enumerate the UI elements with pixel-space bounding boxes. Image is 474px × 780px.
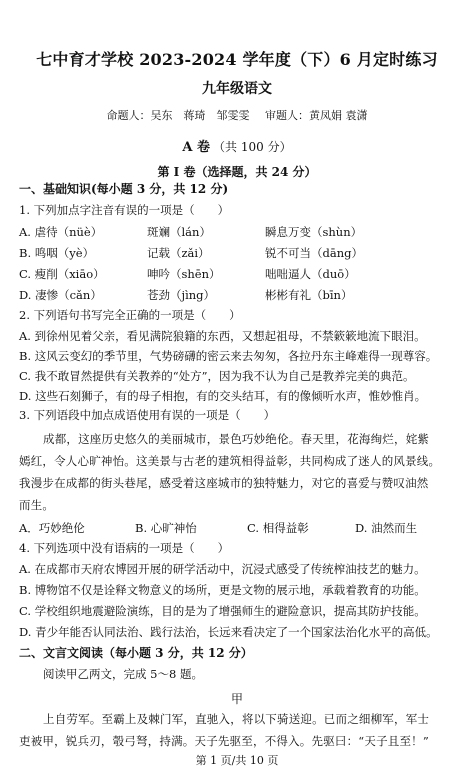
question-stem: 2. 下列语句书写完全正确的一项是（ ） [19,308,241,322]
q3-option: C. 相得益彰 [247,521,309,535]
q1-option: 瞬息万变（shùn） [265,225,363,239]
reviewer-names: 审题人：黄凤娟 袁潇 [265,109,368,122]
q1-option: 苍劲（jìng） [147,288,216,302]
setter-names: 命题人：吴东 蒋琦 邹雯雯 [106,109,250,122]
q2-option: A. 到徐州见着父亲，看见满院狼籍的东西，又想起祖母，不禁簌簌地流下眼泪。 [19,329,426,343]
reading-instruction: 阅读甲乙两文，完成 5～8 题。 [43,667,203,681]
q3-option: B. 心旷神怡 [135,521,197,535]
q3-passage-line: 我漫步在成都的街头巷尾，感受着这座城市的独特魅力，对它的喜爱与赞叹油然 [19,476,429,490]
q1-option: B. 鸣咽（yè） [19,246,95,260]
q1-option: 锐不可当（dāng） [265,246,363,260]
q3-option: D. 油然而生 [355,521,418,535]
classical-text-line: 上自劳军。至霸上及棘门军，直驰入，将以下骑送迎。已而之细柳军，军士 [43,712,430,726]
q3-option: A．巧妙绝伦 [19,521,85,535]
q3-passage-line: 而生。 [19,498,55,512]
q2-option: B. 这风云变幻的季节里，气势磅礴的密云来去匆匆，各拉丹东主峰难得一现尊容。 [19,349,438,363]
q4-option: A. 在成都市天府农博园开展的研学活动中，沉浸式感受了传统榨油技艺的魅力。 [19,562,426,576]
author-line [0,107,474,123]
q3-passage-line: 成都，这座历史悠久的美丽城市，景色巧妙绝伦。春天里，花海绚烂，姹紫 [43,432,430,446]
exam-title: 七中育才学校 2023-2024 学年度（下）6 月定时练习 [36,50,438,69]
q4-option: D. 青少年能否认同法治、践行法治，长远来看决定了一个国家法治化水平的高低。 [19,625,438,639]
q1-option: C. 瘦削（xiāo） [19,267,105,281]
section-heading: 二、文言文阅读（每小题 3 分，共 12 分） [19,646,253,660]
q3-passage-line: 嫣红，令人心旷神怡。这美景与古老的建筑相得益彰，共同构成了迷人的风景线。 [19,454,441,468]
section-heading: 一、基础知识(每小题 3 分，共 12 分) [19,182,229,196]
question-stem: 4. 下列选项中没有语病的一项是（ ） [19,541,230,555]
subject-grade: 九年级语文 [202,81,272,97]
classical-text-line: 吏被甲，锐兵刃，彀弓弩，持满。天子先驱至，不得入。先驱曰：“天子且至！” [19,734,429,748]
q1-option: A. 虐待（nüè） [19,225,103,239]
volume-heading [0,136,474,155]
volume-score: （共 100 分） [213,140,292,154]
q4-option: B. 博物馆不仅是诠释文物意义的场所，更是文物的展示地，承载着教育的功能。 [19,583,426,597]
part-heading: 第 I 卷（选择题，共 24 分） [157,165,317,179]
q4-option: C. 学校组织地震避险演练，目的是为了增强师生的避险意识，提高其防护技能。 [19,604,426,618]
q2-option: D. 这些石刻狮子，有的母子相抱，有的交头结耳，有的像倾听水声，惟妙惟肖。 [19,389,427,403]
question-stem: 3. 下列语段中加点成语使用有误的一项是（ ） [19,408,276,422]
volume-label: A 卷 [182,140,211,155]
q1-option: 咄咄逼人（duō） [265,267,356,281]
page-number: 第 1 页/共 10 页 [195,754,279,767]
q1-option: 呻吟（shēn） [147,267,221,281]
q2-option: C. 我不敢冒然提供有关教养的“处方”，因为我不认为自己是教养完美的典范。 [19,369,415,383]
q1-option: 斑斓（lán） [147,225,211,239]
question-stem: 1. 下列加点字注音有误的一项是（ ） [19,203,230,217]
q1-option: D. 凄惨（cǎn） [19,288,102,302]
passage-label: 甲 [230,692,243,706]
q1-option: 记载（zǎi） [147,246,210,260]
q1-option: 彬彬有礼（bīn） [265,288,353,302]
